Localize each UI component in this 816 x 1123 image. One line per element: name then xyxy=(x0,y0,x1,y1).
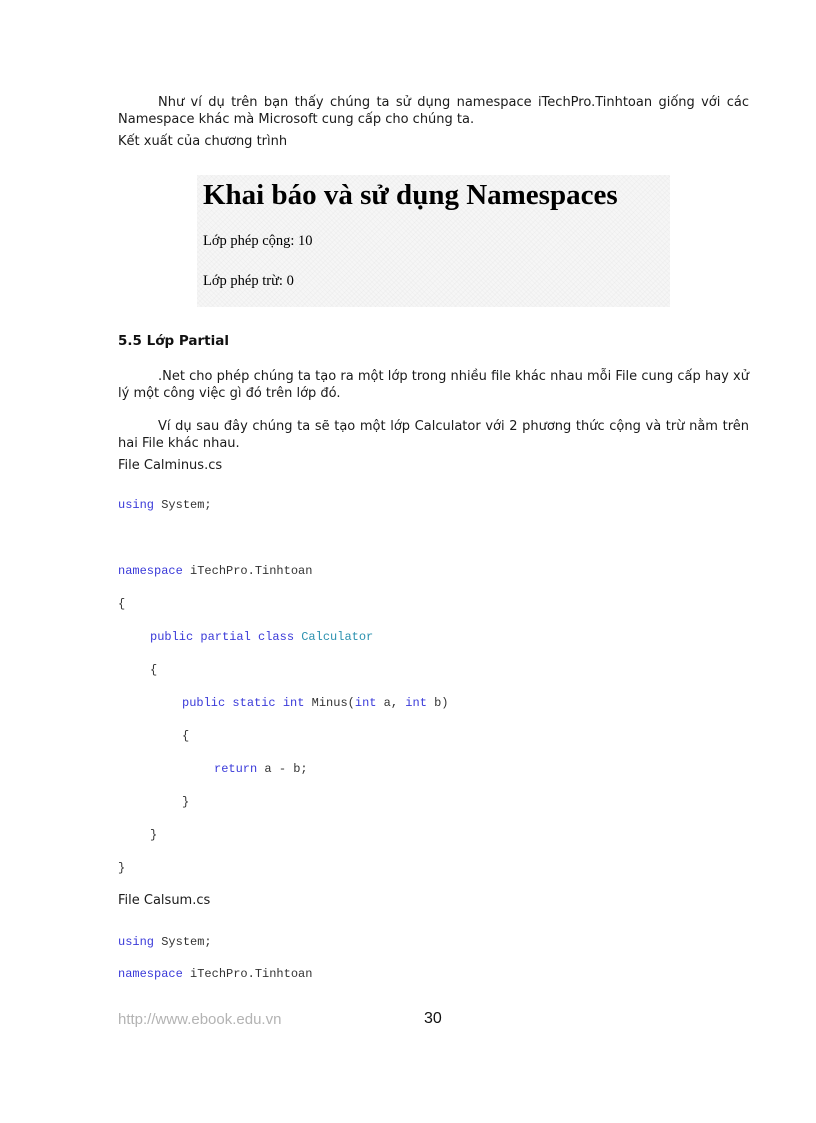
code-line: { xyxy=(150,663,158,677)
code-keyword: namespace xyxy=(118,967,183,981)
code-text: b) xyxy=(426,696,449,710)
code-keyword: namespace xyxy=(118,564,183,578)
code-keyword: public xyxy=(182,696,226,710)
code-text: System; xyxy=(154,498,212,512)
code-keyword: int xyxy=(282,696,305,710)
figure-title: Khai báo và sử dụng Namespaces xyxy=(203,179,618,211)
code-keyword: public partial class xyxy=(150,630,295,644)
section-heading: 5.5 Lớp Partial xyxy=(118,333,229,349)
figure-line-subtract: Lớp phép trừ: 0 xyxy=(203,273,294,289)
section-paragraph-1: .Net cho phép chúng ta tạo ra một lớp trong nhiều file khác nhau mỗi File cung cấp hay xử lý một công việc gì đó trên lớp đó. xyxy=(118,369,749,401)
code-text: iTechPro.Tinhtoan xyxy=(182,564,313,578)
code-line xyxy=(182,696,449,710)
code-keyword: int xyxy=(405,696,427,710)
code-line xyxy=(214,762,308,776)
code-line xyxy=(150,630,373,644)
code-keyword: return xyxy=(214,762,258,776)
code-text: System; xyxy=(154,935,212,949)
code-line: { xyxy=(182,729,190,743)
section-paragraph-2: Ví dụ sau đây chúng ta sẽ tạo một lớp Calculator với 2 phương thức cộng và trừ nằm trên hai File khác nhau. xyxy=(118,419,749,451)
code-line: } xyxy=(118,861,126,875)
figure-line-add: Lớp phép cộng: 10 xyxy=(203,233,313,249)
code-line xyxy=(118,498,212,512)
code-keyword: using xyxy=(118,498,155,512)
code-text: a - b; xyxy=(257,762,308,776)
code-line: } xyxy=(182,795,190,809)
footer-url: http://www.ebook.edu.vn xyxy=(118,1011,282,1028)
program-output-figure xyxy=(197,175,670,307)
code-line xyxy=(118,967,312,981)
code-text: Minus( xyxy=(311,696,355,710)
code-line: { xyxy=(118,597,126,611)
code-text: a, xyxy=(376,696,406,710)
page-number: 30 xyxy=(424,1010,442,1027)
intro-paragraph: Như ví dụ trên bạn thấy chúng ta sử dụng namespace iTechPro.Tinhtoan giống với các Namespace khác mà Microsoft cung cấp cho chúng ta. xyxy=(118,95,749,127)
file-label-calminus: File Calminus.cs xyxy=(118,458,223,473)
code-keyword: static xyxy=(232,696,276,710)
code-line xyxy=(118,935,212,949)
code-line xyxy=(118,564,312,578)
code-keyword: using xyxy=(118,935,155,949)
code-type: Calculator xyxy=(301,630,374,644)
code-text: iTechPro.Tinhtoan xyxy=(182,967,313,981)
output-label: Kết xuất của chương trình xyxy=(118,134,288,149)
file-label-calsum: File Calsum.cs xyxy=(118,893,211,908)
code-keyword: int xyxy=(354,696,377,710)
code-line: } xyxy=(150,828,158,842)
